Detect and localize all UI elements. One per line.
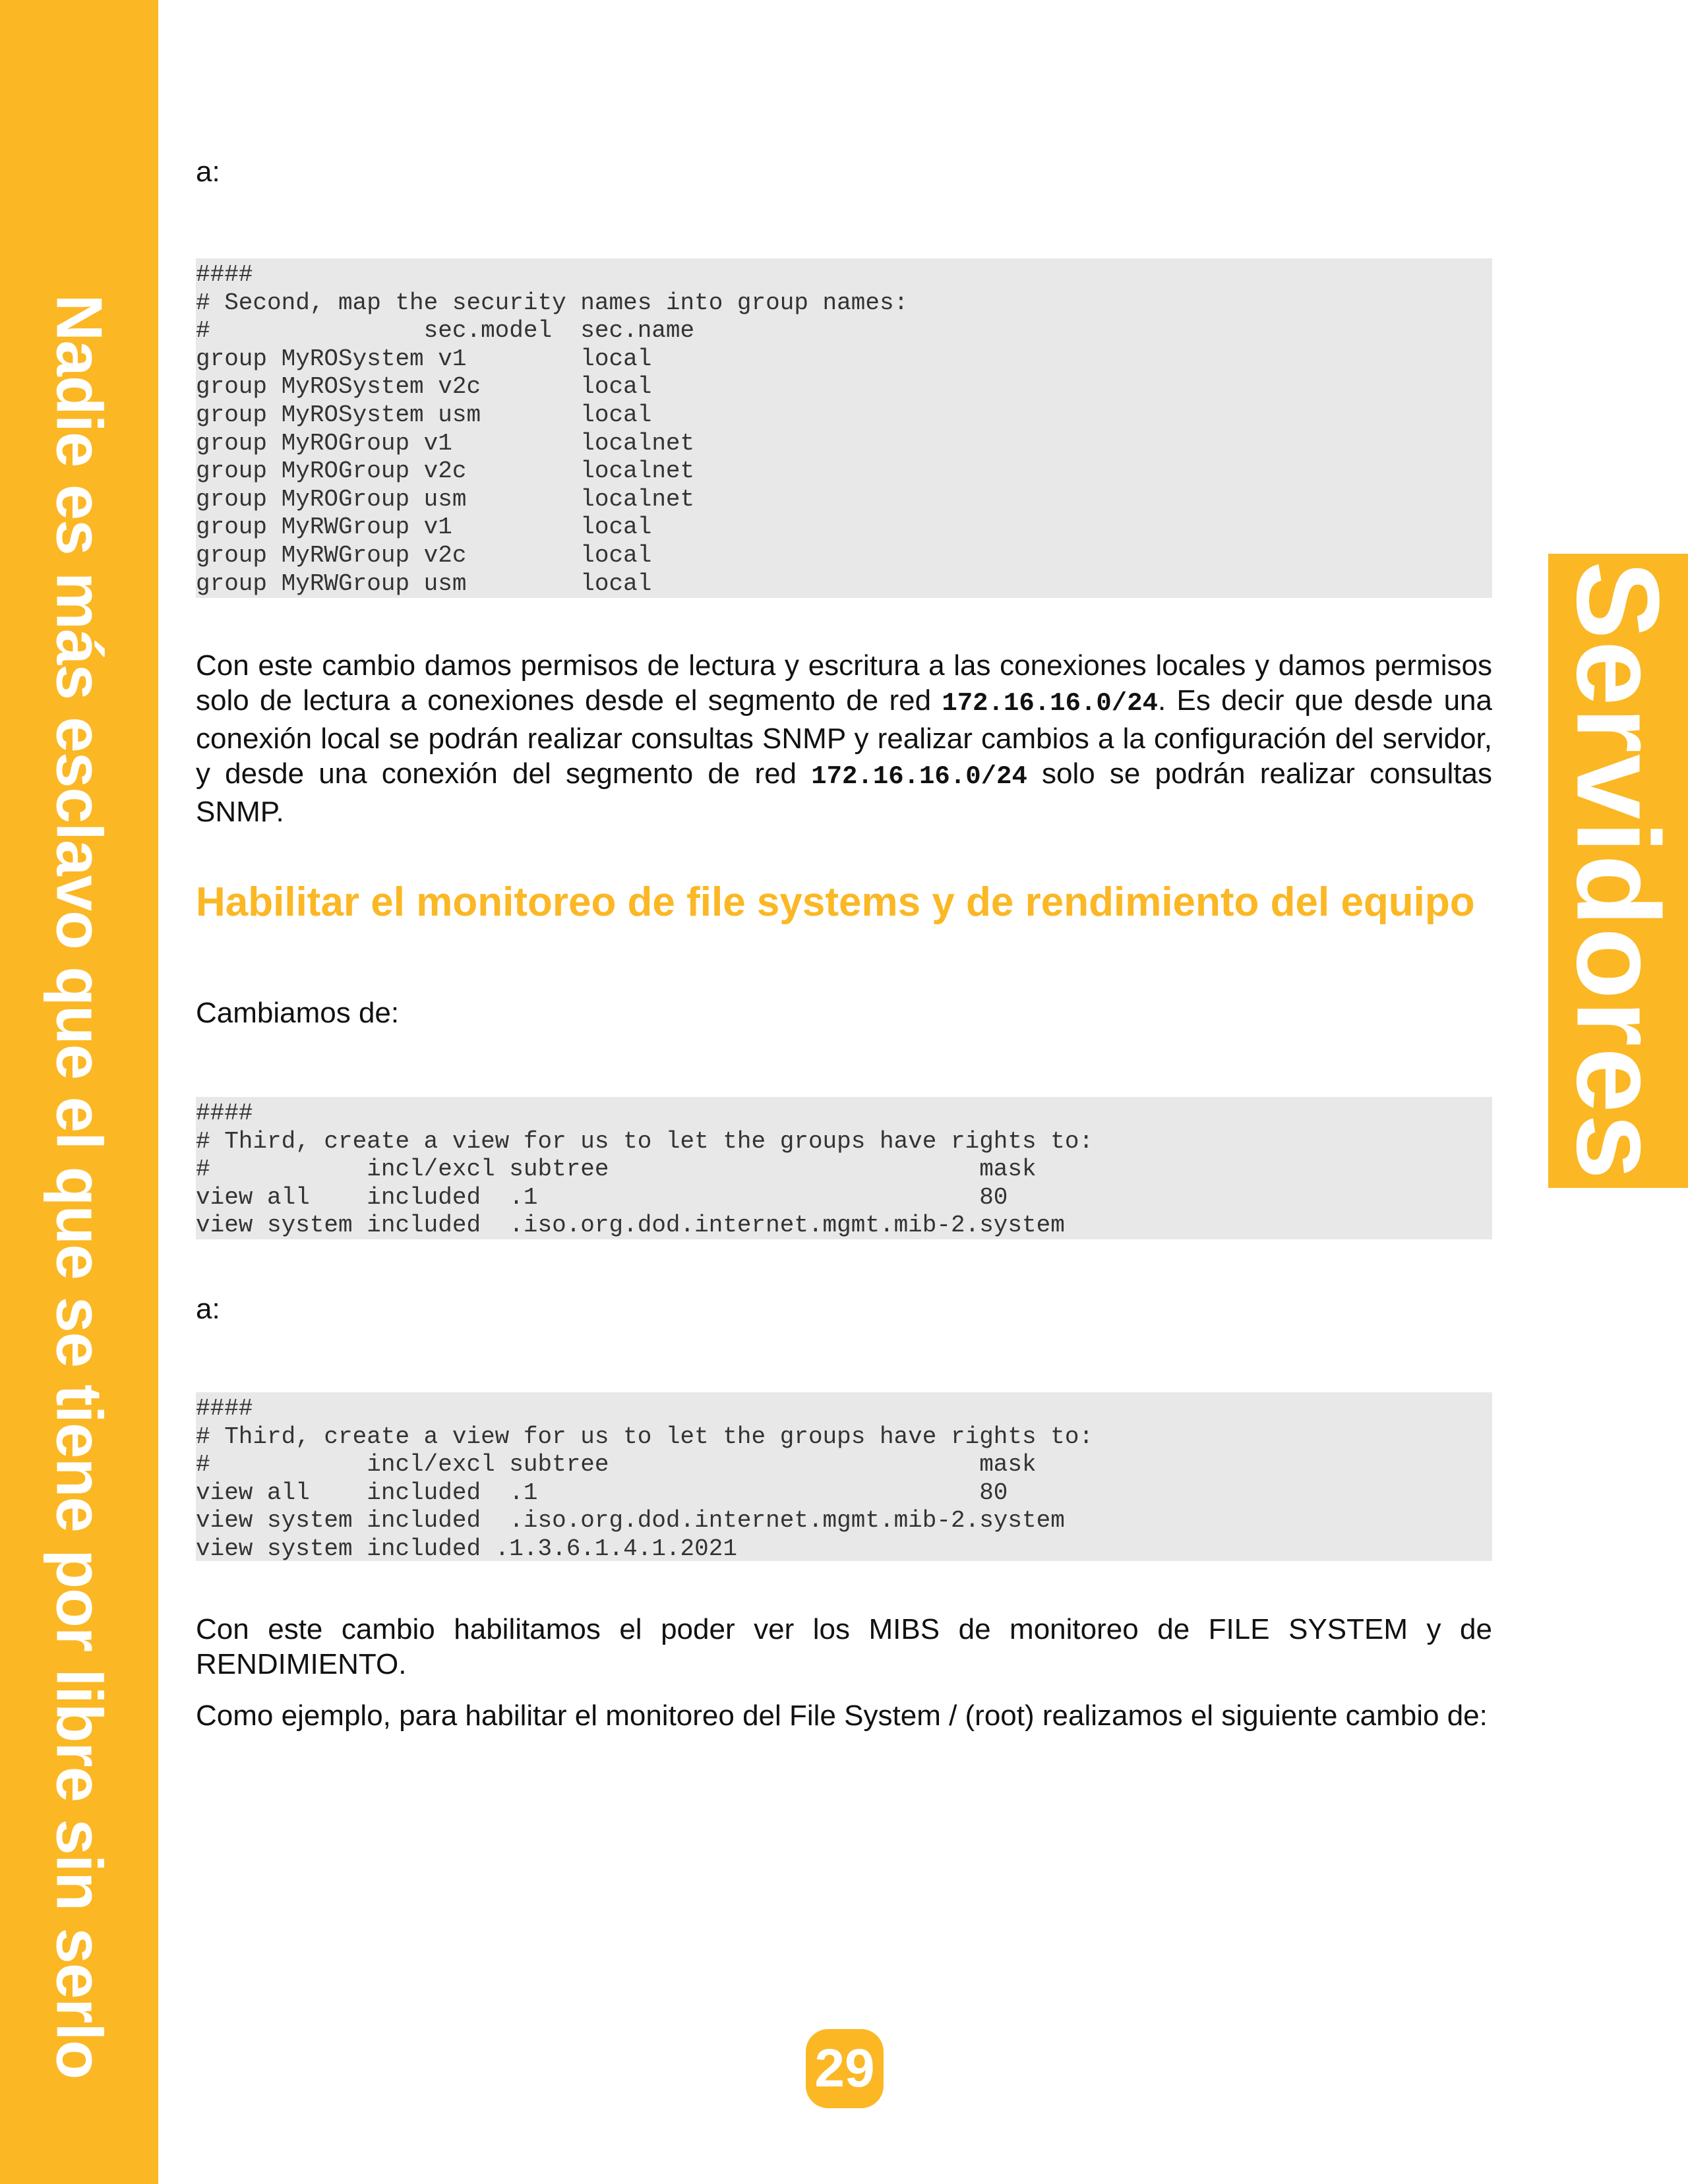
section-heading: Habilitar el monitoreo de file systems y de rendimiento del equipo bbox=[196, 879, 1475, 925]
code-line: group MyRWGroup usm local bbox=[196, 570, 652, 597]
side-quote-band bbox=[0, 0, 158, 2184]
paragraph-permissions bbox=[196, 648, 1492, 829]
code-line: group MyRWGroup v1 local bbox=[196, 514, 652, 541]
label-a-second: a: bbox=[196, 1293, 220, 1325]
code-line: # incl/excl subtree mask bbox=[196, 1156, 1037, 1183]
label-cambiamos: Cambiamos de: bbox=[196, 997, 400, 1029]
code-block-group-mapping bbox=[196, 258, 1492, 598]
code-line: group MyROGroup v1 localnet bbox=[196, 429, 695, 457]
code-block-view-after bbox=[196, 1392, 1492, 1561]
code-line: #### bbox=[196, 1395, 253, 1422]
code-line: view all included .1 80 bbox=[196, 1479, 1008, 1506]
code-line: group MyRWGroup v2c local bbox=[196, 541, 652, 569]
code-line: # Third, create a view for us to let the groups have rights to: bbox=[196, 1127, 1094, 1155]
section-tab-label: Servidores bbox=[1552, 560, 1684, 1181]
code-line: # incl/excl subtree mask bbox=[196, 1451, 1037, 1479]
code-line: group MyROSystem v1 local bbox=[196, 345, 652, 372]
paragraph-example: Como ejemplo, para habilitar el monitoreo del File System / (root) realizamos el siguiente cambio de: bbox=[196, 1699, 1488, 1732]
code-line: view system included .1.3.6.1.4.1.2021 bbox=[196, 1535, 737, 1562]
code-line: group MyROGroup v2c localnet bbox=[196, 457, 695, 485]
paragraph-mibs: Con este cambio habilitamos el poder ver los MIBS de monitoreo de FILE SYSTEM y de RENDIMIENTO. bbox=[196, 1613, 1492, 1680]
code-line: group MyROGroup usm localnet bbox=[196, 485, 695, 513]
code-line: view system included .iso.org.dod.internet.mgmt.mib-2.system bbox=[196, 1212, 1065, 1239]
code-line: group MyROSystem v2c local bbox=[196, 373, 652, 401]
page-number-badge: 29 bbox=[806, 2029, 884, 2108]
side-quote-text: Nadie es más esclavo que el que se tiene por libre sin serlo bbox=[43, 294, 116, 2079]
code-line: view all included .1 80 bbox=[196, 1183, 1008, 1211]
paragraph-text: . Es decir que desde una conexión local se podrán realizar consultas SNMP y realizar cambios a la configuración del servidor, y desde una conexión del segmento de red bbox=[196, 684, 1492, 790]
code-line: # Third, create a view for us to let the groups have rights to: bbox=[196, 1423, 1094, 1450]
code-line: #### bbox=[196, 261, 253, 288]
code-line: group MyROSystem usm local bbox=[196, 401, 652, 428]
code-line: # sec.model sec.name bbox=[196, 317, 695, 345]
section-tab bbox=[1548, 554, 1688, 1188]
paragraph-text: solo se podrán realizar consultas SNMP. bbox=[196, 757, 1493, 828]
code-line: # Second, map the security names into group names: bbox=[196, 289, 909, 316]
code-block-view-before bbox=[196, 1097, 1492, 1239]
label-a-first: a: bbox=[196, 156, 220, 188]
code-line: view system included .iso.org.dod.internet.mgmt.mib-2.system bbox=[196, 1507, 1065, 1535]
network-address: 172.16.16.0/24 bbox=[811, 762, 1027, 791]
paragraph-text: Con este cambio damos permisos de lectura y escritura a las conexiones locales y damos permisos solo de lectura a conexiones desde el segmento de red bbox=[196, 649, 1492, 717]
code-line: #### bbox=[196, 1100, 253, 1127]
network-address: 172.16.16.0/24 bbox=[942, 689, 1159, 718]
